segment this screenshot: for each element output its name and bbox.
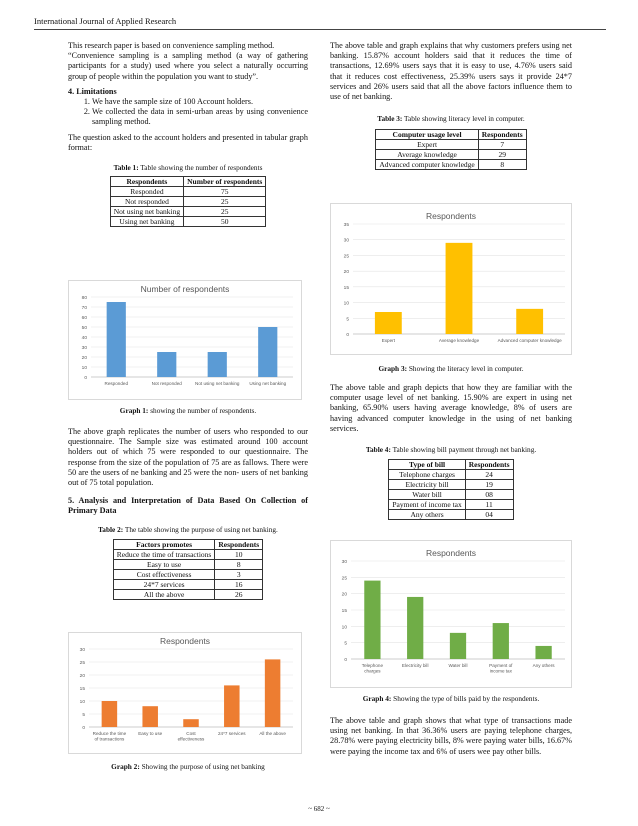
- y-tick-label: 30: [343, 238, 349, 244]
- paragraph: The above table and graph explains that why customers prefers using net banking. 15.87% account holders said that it reduces the time of transactions, 12.69% users says that it is easy to use, 4.76% users said that it reduces cost effectiveness, 25.39% users says it provide 24*7 services and 26% users said that all the above factors influence them to use of net banking.: [330, 41, 572, 102]
- table-row: Advanced computer knowledge 8: [376, 160, 526, 170]
- list-item: 1. We have the sample size of 100 Account holders.: [92, 97, 308, 107]
- y-tick-label: 30: [79, 648, 85, 653]
- y-tick-label: 30: [341, 560, 347, 565]
- right-column-middle: [330, 383, 572, 520]
- bar: [142, 706, 158, 727]
- x-tick-label: Responded: [104, 381, 128, 386]
- left-column: [68, 41, 308, 227]
- bar: [208, 352, 227, 377]
- x-tick-label: Reduce the time of transactions: [92, 731, 127, 742]
- bar: [157, 352, 176, 377]
- table-row: Responded 75: [110, 187, 266, 197]
- graph-1-chart: [68, 280, 302, 400]
- graph-4-chart: [330, 540, 572, 688]
- y-tick-label: 20: [79, 674, 85, 679]
- left-column-lower: [68, 427, 308, 600]
- table-caption: Table 4: Table showing bill payment through net banking.: [365, 445, 537, 455]
- bar: [102, 701, 118, 727]
- table-row: Not using net banking 25: [110, 207, 266, 217]
- table-row: Any others 04: [389, 510, 513, 520]
- chart-title: Respondents: [425, 211, 477, 221]
- table-row: All the above 26: [113, 589, 262, 599]
- bar: [375, 312, 402, 334]
- table-row: Payment of income tax 11: [389, 500, 513, 510]
- bar: [446, 243, 473, 334]
- y-tick-label: 0: [346, 333, 349, 338]
- y-tick-label: 5: [82, 713, 85, 718]
- bar: [364, 581, 380, 659]
- y-tick-label: 10: [79, 700, 85, 705]
- y-tick-label: 80: [81, 296, 87, 301]
- y-tick-label: 35: [343, 223, 349, 228]
- x-tick-label: Advanced computer knowledge: [497, 338, 562, 343]
- table-1: Respondents Number of respondents Responded 75 Not responded 25 Not using net banking 25 Using net banking 50: [110, 176, 267, 227]
- bar: [265, 659, 281, 727]
- y-tick-label: 15: [343, 285, 349, 291]
- bar: [183, 719, 199, 727]
- x-tick-label: Not using net banking: [195, 381, 240, 386]
- y-tick-label: 20: [343, 270, 349, 276]
- paragraph: The above table and graph shows that what type of transactions made using net banking. In that 36.36% users are paying telephone charges, 28.78% were paying electricity bills, 8% were paying water bills, 16.67% were paying the income tax and 6% of users wee pay other bills.: [330, 716, 572, 756]
- graph-caption: Graph 2: Showing the purpose of using net banking: [111, 762, 265, 771]
- list-item: 2. We collected the data in semi-urban areas by using convenience sampling method.: [92, 107, 308, 127]
- bar: [407, 597, 423, 659]
- bar: [450, 633, 466, 659]
- table-row: Electricity bill 19: [389, 480, 513, 490]
- graph-4-svg: [331, 541, 571, 687]
- table-caption: Table 1: Table showing the number of respondents: [113, 163, 263, 173]
- table-row: Using net banking 50: [110, 217, 266, 227]
- y-tick-label: 15: [79, 687, 85, 692]
- table-row: 24*7 services 16: [113, 579, 262, 589]
- chart-title: Respondents: [159, 636, 211, 646]
- x-tick-label: Average knowledge: [438, 338, 480, 343]
- graph-3-chart: [330, 203, 572, 355]
- page-number: ~ 682 ~: [308, 805, 330, 813]
- bar: [258, 327, 277, 377]
- table-row: Easy to use 8: [113, 559, 262, 569]
- y-tick-label: 25: [341, 576, 347, 582]
- bar: [493, 623, 509, 659]
- y-tick-label: 50: [81, 326, 87, 331]
- graph-caption: Graph 3: Showing the literacy level in computer.: [378, 364, 524, 373]
- y-tick-label: 10: [343, 301, 349, 307]
- x-tick-label: Any others: [532, 663, 555, 668]
- x-tick-label: Electricity bill: [401, 663, 429, 668]
- y-tick-label: 25: [343, 254, 349, 260]
- x-tick-label: Using net banking: [249, 381, 287, 386]
- bar: [107, 302, 126, 377]
- table-caption: Table 2: The table showing the purpose of using net banking.: [98, 524, 278, 534]
- table-4: Type of bill Respondents Telephone charges 24 Electricity bill 19 Water bill 08 Payment of income tax 11 Any others 04: [388, 459, 513, 520]
- y-tick-label: 0: [82, 726, 85, 731]
- x-tick-label: Cost effectiveness: [177, 731, 205, 742]
- graph-2-svg: [69, 633, 301, 753]
- journal-header: International Journal of Applied Research: [34, 16, 177, 26]
- bar: [516, 309, 543, 334]
- x-tick-label: 24*7 services: [218, 731, 246, 736]
- y-tick-label: 15: [341, 609, 347, 614]
- graph-caption: Graph 1: showing the number of respondents.: [119, 406, 257, 415]
- graph-3-svg: [331, 204, 571, 354]
- table-row: Expert 7: [376, 140, 526, 150]
- y-tick-label: 20: [81, 356, 87, 361]
- y-tick-label: 70: [81, 306, 87, 311]
- x-tick-label: Not responded: [151, 381, 182, 386]
- y-tick-label: 20: [341, 592, 347, 598]
- y-tick-label: 10: [81, 366, 87, 371]
- y-tick-label: 0: [344, 658, 347, 663]
- table-row: Telephone charges 24: [389, 470, 513, 480]
- bar: [224, 685, 240, 727]
- paragraph: The above table and graph depicts that how they are familiar with the computer usage level of net banking. 15.90% are expert in using net banking, 65.90% users having average knowledge, 8% of users are having advanced computer knowledge in the using of net banking services.: [330, 383, 572, 433]
- table-row: Not responded 25: [110, 197, 266, 207]
- x-tick-label: Easy to use: [138, 731, 163, 736]
- y-tick-label: 25: [79, 661, 85, 666]
- paragraph: This research paper is based on convenience sampling method.: [68, 41, 275, 50]
- table-row: Reduce the time of transactions 10: [113, 549, 262, 559]
- limitations-list: [68, 97, 308, 128]
- table-row: Cost effectiveness 3: [113, 569, 262, 579]
- right-column: [330, 41, 572, 170]
- y-tick-label: 5: [344, 641, 347, 647]
- table-row: Water bill 08: [389, 490, 513, 500]
- right-column-lower: [330, 716, 572, 757]
- table-row: Average knowledge 29: [376, 150, 526, 160]
- section-heading: 4. Limitations: [68, 86, 117, 96]
- graph-1-svg: [69, 281, 301, 399]
- bar: [535, 646, 551, 659]
- table-caption: Table 3: Table showing literacy level in computer.: [377, 114, 525, 124]
- y-tick-label: 30: [81, 346, 87, 351]
- paragraph: The question asked to the account holders and presented in tabular graph format:: [68, 132, 308, 152]
- x-tick-label: Expert: [381, 338, 395, 343]
- x-tick-label: Water bill: [448, 663, 468, 668]
- y-tick-label: 5: [346, 317, 349, 323]
- table-3: Computer usage level Respondents Expert 7 Average knowledge 29 Advanced computer knowledge 8: [375, 129, 526, 170]
- chart-title: Number of respondents: [140, 284, 230, 294]
- chart-title: Respondents: [425, 548, 477, 558]
- x-tick-label: Payment of income tax: [489, 663, 513, 674]
- graph-2-chart: [68, 632, 302, 754]
- paragraph: “Convenience sampling is a sampling method (a way of gathering participants for a study) used where you select a naturally occurring group of people within the population you want to study”.: [68, 51, 308, 81]
- y-tick-label: 0: [84, 376, 87, 381]
- header-rule: [34, 29, 606, 30]
- x-tick-label: Telephone charges: [361, 663, 384, 674]
- table-2: Factors promotes Respondents Reduce the time of transactions 10 Easy to use 8 Cost effectiveness 3 24*7 services 16 All the above 26: [113, 539, 263, 600]
- paragraph: The above graph replicates the number of users who responded to our questionnaire. The Sample size was estimated around 100 account holders out of which 75 were responded to our questionnaire. The response from the size of the population of 75 are as fallows. There were 50 are the users of ne banking and 25 were the non- users of net banking out of 75 total population.: [68, 427, 308, 488]
- y-tick-label: 60: [81, 316, 87, 321]
- graph-caption: Graph 4: Showing the type of bills paid by the respondents.: [362, 694, 540, 703]
- section-heading: 5. Analysis and Interpretation of Data Based On Collection of Primary Data: [68, 496, 308, 516]
- y-tick-label: 10: [341, 625, 347, 631]
- y-tick-label: 40: [81, 336, 87, 341]
- x-tick-label: All the above: [259, 731, 286, 736]
